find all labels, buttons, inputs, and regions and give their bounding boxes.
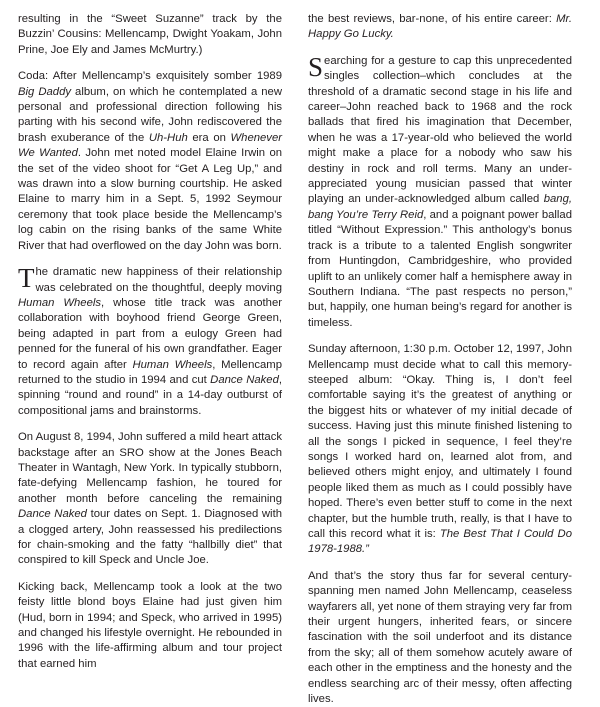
italic-title: The Best That I Could Do 1978-1988.” bbox=[308, 528, 572, 556]
paragraph bbox=[18, 12, 282, 58]
italic-title: Mr. Happy Go Lucky. bbox=[308, 13, 572, 41]
drop-cap: S bbox=[308, 51, 324, 82]
italic-title: Whenever We Wanted bbox=[18, 131, 282, 160]
italic-title: Dance Naked bbox=[18, 508, 87, 521]
text-run: , Mellencamp returned to the studio in 1994 and cut bbox=[18, 358, 282, 386]
text-run: And that’s the story thus far for several century-spanning men named John Mellencamp, ceaseless wayfarers all, yet none of them straying very far from their urgent hungers, inherited fears, or sincere fascination with the soil underfoot and its distance from the sky; all of them somehow acutely aware of each other in the emptiness and the honesty and the endless searching arc of their messy, often affecting lives. bbox=[308, 569, 572, 706]
paragraph bbox=[308, 342, 572, 558]
paragraph bbox=[308, 12, 572, 43]
text-run: tour dates on Sept. 1. Diagnosed with a clogged artery, John reassessed his predilections for chain-smoking and the fatty “hallbilly diet” that conspired to kill Speck and Uncle Joe. bbox=[18, 508, 282, 567]
text-run: , and a poignant power ballad titled “Without Expression.” This anthology’s bonus track is a tribute to a talented English songwriter from Huntingdon, Cambridgeshire, who provided uplift to an unlikely comer half a hemisphere away in Southern Indiana. “The past respects no person,” but, happily, one human being’s regard for another is timeless. bbox=[308, 208, 572, 329]
text-run: album, on which he contemplated a new personal and professional direction following his parting with his second wife, John rediscovered the brash exuberance of the bbox=[18, 85, 282, 144]
text-run: Kicking back, Mellencamp took a look at the two feisty little blond boys Elaine had just given him (Hud, born in 1994; and Speck, who arrived in 1995) and changed his lifestyle overnight. He rebounded in 1996 with the life-affirming album and tour project that earned him bbox=[18, 580, 282, 670]
text-run: the best reviews, bar-none, of his entire career: bbox=[308, 13, 557, 25]
paragraph bbox=[18, 69, 282, 254]
text-run: era on bbox=[187, 131, 231, 144]
italic-title: Big Daddy bbox=[18, 85, 72, 98]
text-run: earching for a gesture to cap this unprecedented singles collection–which concludes at the threshold of a dramatic second stage in his life and career–John reached back to 1968 and the rock ballads that fired his imagination that December, when he was a 17-year-old who believed the world might make a place for a nobody who saw his destiny in rock and roll terms. Many an under-appreciated young musician passed that winter playing an under-acknowledged album called bbox=[308, 54, 572, 206]
italic-title: Dance Naked bbox=[210, 373, 279, 386]
italic-title: Human Wheels bbox=[18, 296, 102, 309]
text-run: . John met noted model Elaine Irwin on the set of the video shoot for “Get A Leg Up,” and was drawn into a slow burning courtship. He asked Elaine to marry him in a Sept. 5, 1992 Seymour ceremony that took place beside the Mellencamp’s log cabin on the rising banks of the same White River that had overflowed on the day John was born. bbox=[18, 147, 283, 252]
paragraph bbox=[18, 265, 282, 419]
paragraph bbox=[18, 430, 282, 569]
column-right bbox=[308, 12, 572, 706]
drop-cap: T bbox=[18, 263, 35, 294]
text-run: , spinning “round and round” in a 14-day outburst of compositional jams and brainstorms. bbox=[18, 373, 282, 417]
italic-title: bang, bang You’re Terry Reid bbox=[308, 193, 572, 221]
text-run: he dramatic new happiness of their relationship was celebrated on the thoughtful, deeply moving bbox=[35, 266, 282, 294]
column-left bbox=[18, 12, 283, 670]
paragraph bbox=[308, 569, 572, 707]
text-run: Coda: After Mellencamp’s exquisitely somber 1989 bbox=[18, 70, 282, 83]
italic-title: Uh-Huh bbox=[148, 131, 188, 144]
paragraph bbox=[308, 51, 572, 331]
italic-title: Human Wheels bbox=[132, 358, 213, 371]
text-run: resulting in the “Sweet Suzanne” track by the Buzzin’ Cousins: Mellencamp, Dwight Yoakam, John Prine, Joe Ely and James McMurtry.) bbox=[18, 13, 282, 56]
text-run: On August 8, 1994, John suffered a mild heart attack backstage after an SRO show at the Jones Beach Theater in Wantagh, New York. In typically stubborn, fate-defying Mellencamp fashion, he toured for another month before canceling the remaining bbox=[18, 431, 282, 505]
text-run: , whose title track was another collaboration with boyhood friend George Green, being adapted in part from a eulogy Green had penned for the funeral of his own grandfather. Eager to record again after bbox=[18, 296, 282, 371]
text-run: Sunday afternoon, 1:30 p.m. October 12, 1997, John Mellencamp must decide what to call this memory-steeped album: “Okay. Thing is, I don’t feel comfortable saying it’s the greatest of anything or the biggest hits or whatever of my initial decade of success. Having just this minute finished listening to all the songs I picked in sequence, I feel they’re songs I worked hard on, learned alot from, and believed others might enjoy, and ultimately I found people liked them as much as I could possibly have hoped. There’s even better stuff to come in the next chapter, but the humble truth, really, is that I have to call this record what it is: bbox=[308, 343, 572, 540]
